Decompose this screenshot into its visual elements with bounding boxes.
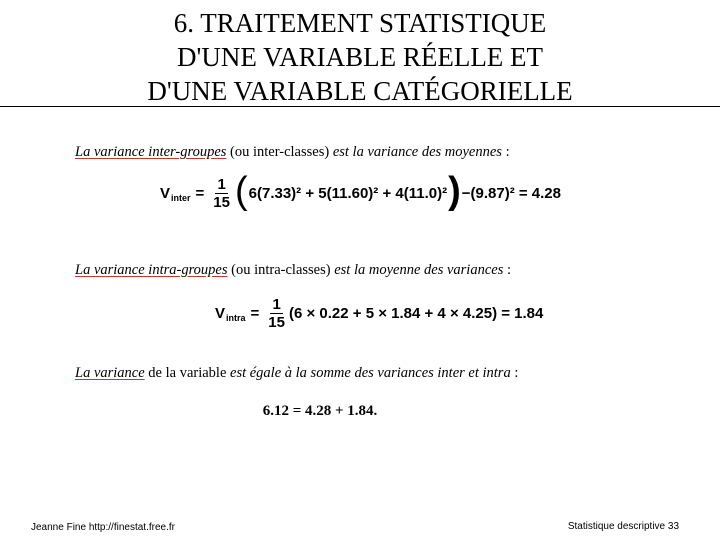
title-line-1: 6. TRAITEMENT STATISTIQUE: [173, 8, 547, 38]
total-variance-text: est égale à la somme des variances inter et intra: [230, 365, 511, 381]
intra-variance-formula: [215, 296, 543, 331]
inter-fraction: [211, 176, 232, 211]
title-divider: [0, 106, 720, 107]
inter-variance-formula: [160, 170, 561, 212]
inter-variance-term: La variance inter-groupes: [75, 144, 227, 160]
intra-fraction-denominator: 15: [268, 314, 285, 331]
inter-equals: =: [195, 184, 205, 202]
inter-open-paren: (: [234, 170, 248, 212]
inter-minus: −: [461, 184, 471, 202]
inter-fraction-denominator: 15: [213, 193, 230, 211]
inter-variance-text: est la variance des moyennes: [332, 144, 502, 160]
variance-decomposition-result: 6.12 = 4.28 + 1.84.: [262, 403, 378, 419]
inter-expression: 6(7.33)² + 5(11.60)² + 4(11.0)²: [248, 184, 448, 202]
total-variance-mid: de la variable: [144, 365, 231, 381]
inter-tail: (9.87)² = 4.28: [470, 184, 561, 202]
total-variance-term: La variance: [75, 365, 145, 381]
intra-variance-definition: [75, 262, 511, 279]
intra-fraction: [266, 296, 287, 331]
inter-close-paren: ): [448, 170, 461, 212]
intra-variance-parenthetical: (ou intra-classes): [227, 262, 335, 278]
slide-title: [0, 6, 720, 108]
footer-author: Jeanne Fine http://finestat.free.fr: [31, 522, 175, 533]
intra-fraction-numerator: 1: [272, 296, 281, 313]
inter-variance-colon: :: [501, 144, 510, 160]
intra-variance-term: La variance intra-groupes: [75, 262, 228, 278]
footer-page-label: Statistique descriptive 33: [567, 521, 679, 532]
intra-variable: V $_{intra}$: [215, 305, 246, 323]
inter-variance-definition: [75, 144, 510, 161]
title-line-3: D'UNE VARIABLE CATÉGORIELLE: [147, 76, 573, 106]
inter-variance-parenthetical: (ou inter-classes): [226, 144, 333, 160]
intra-variance-text: est la moyenne des variances: [334, 262, 504, 278]
total-variance-colon: :: [510, 365, 519, 381]
total-variance-definition: [75, 365, 518, 382]
intra-variance-colon: :: [503, 262, 511, 278]
intra-expression: (6 × 0.22 + 5 × 1.84 + 4 × 4.25) = 1.84: [288, 305, 544, 322]
inter-fraction-numerator: 1: [217, 175, 226, 193]
intra-equals: =: [250, 305, 260, 322]
inter-variable: V $_{inter}$: [160, 184, 191, 203]
title-line-2: D'UNE VARIABLE RÉELLE ET: [176, 42, 544, 72]
